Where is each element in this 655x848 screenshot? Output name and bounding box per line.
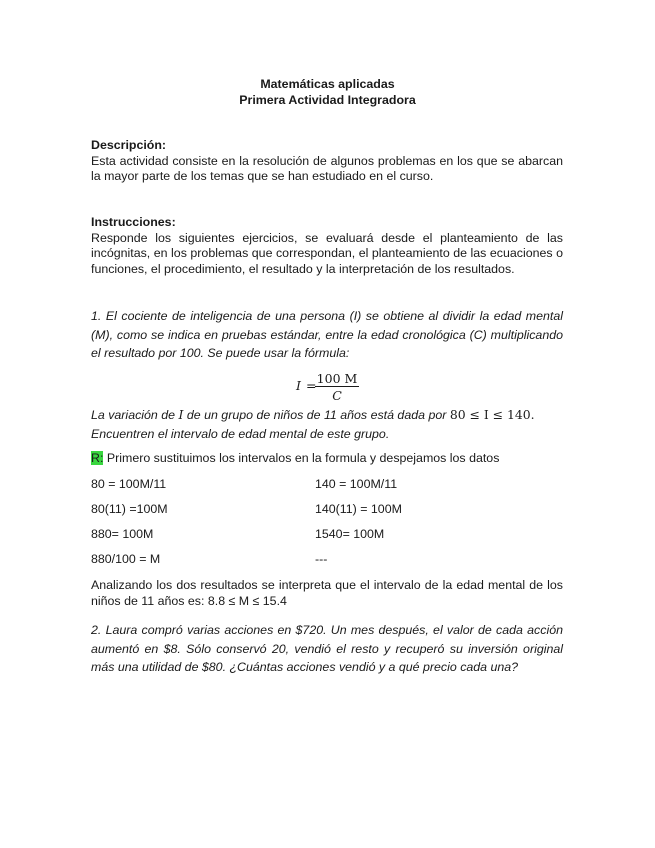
right-step-2: 140(11) = 100M bbox=[315, 502, 402, 516]
formula-denominator: C bbox=[332, 388, 342, 403]
left-step-2: 80(11) =100M bbox=[91, 502, 168, 516]
formula-equals: = bbox=[306, 378, 317, 393]
problem-1-statement: 1. El cociente de inteligencia de una persona (I) se obtiene al dividir la edad mental (M), como se indica en pruebas estándar, entre la edad cronológica (C) multiplicando el resultado por 100. Se puede usar la fórmula: bbox=[91, 309, 563, 360]
question-variable: I bbox=[178, 407, 184, 422]
fraction-bar bbox=[315, 386, 359, 387]
question-range: 80 ≤ I ≤ 140. bbox=[449, 407, 535, 422]
problem-1-question bbox=[91, 406, 563, 443]
left-step-3: 880= 100M bbox=[91, 527, 154, 541]
right-step-3: 1540= 100M bbox=[315, 527, 385, 541]
instructions-section bbox=[91, 215, 563, 277]
answer-label: R: bbox=[91, 451, 104, 465]
instructions-text: Responde los siguientes ejercicios, se evaluará desde el planteamiento de las incógnitas, en los problemas que correspondan, el planteamiento de las ecuaciones o funciones, el procedimiento, el resultado y la interpretación de los resultados. bbox=[91, 230, 563, 276]
left-step-4: 880/100 = M bbox=[91, 552, 161, 566]
answer-intro: Primero sustituimos los intervalos en la formula y despejamos los datos bbox=[103, 451, 500, 465]
formula-numerator: 100 M bbox=[316, 371, 358, 386]
question-part-c: Encuentren el intervalo de edad mental de este grupo. bbox=[91, 426, 390, 441]
document-subtitle: Primera Actividad Integradora bbox=[239, 93, 416, 107]
description-section bbox=[91, 138, 563, 185]
left-step-1: 80 = 100M/11 bbox=[91, 477, 167, 491]
question-part-b: de un grupo de niños de 11 años está dada por bbox=[186, 408, 447, 422]
answer-1-intro-line bbox=[91, 451, 563, 467]
right-step-4: --- bbox=[315, 552, 328, 566]
right-step-1: 140 = 100M/11 bbox=[315, 477, 398, 491]
problem-2-statement: 2. Laura compró varias acciones en $720. Un mes después, el valor de cada acción aumentó en $8. Sólo conservó 20, vendió el resto y recuperó su inversión original más una utilidad de $80. ¿Cuántas acciones vendió y a qué precio cada una? bbox=[91, 623, 563, 674]
instructions-heading: Instrucciones: bbox=[91, 215, 176, 229]
description-heading: Descripción: bbox=[91, 138, 167, 152]
document-title: Matemáticas aplicadas bbox=[260, 77, 395, 91]
answer-1-conclusion: Analizando los dos resultados se interpreta que el intervalo de la edad mental de los niños de 11 años es: 8.8 ≤ M ≤ 15.4 bbox=[91, 578, 563, 608]
description-text: Esta actividad consiste en la resolución de algunos problemas en los que se abarcan la mayor parte de los temas que se han estudiado en el curso. bbox=[91, 153, 563, 184]
formula-lhs: I bbox=[296, 378, 301, 393]
iq-formula bbox=[296, 371, 366, 405]
question-part-a: La variación de bbox=[91, 408, 176, 422]
